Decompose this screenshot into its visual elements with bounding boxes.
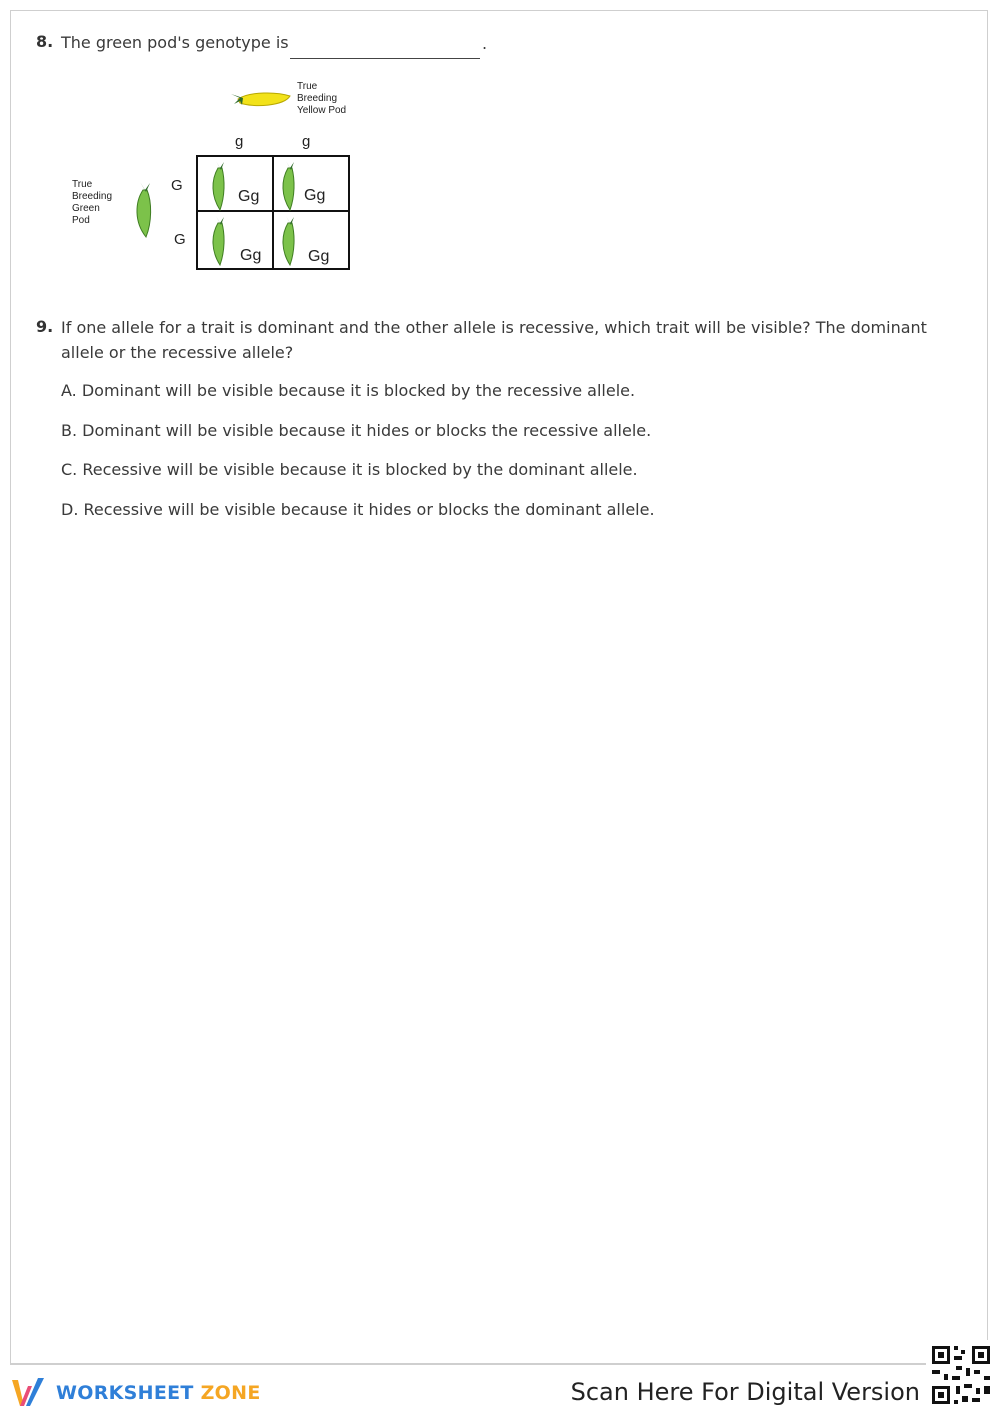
green-pod-icon — [130, 180, 158, 240]
brand-part-1: WORKSHEET — [56, 1382, 194, 1404]
green-label-line: Pod — [72, 215, 90, 226]
green-pod-label — [72, 179, 112, 227]
question-9-number: 9. — [36, 317, 54, 336]
cell-pod-icon — [278, 215, 300, 267]
side-allele-2: G — [174, 231, 186, 248]
green-label-line: Green — [72, 203, 100, 214]
top-allele-1: g — [235, 133, 244, 150]
top-allele-2: g — [302, 133, 311, 150]
option-d[interactable]: D. Recessive will be visible because it hides or blocks the dominant allele. — [61, 500, 655, 519]
side-allele-1: G — [171, 177, 183, 194]
footer-divider — [10, 1364, 988, 1365]
question-8-number: 8. — [36, 32, 54, 51]
yellow-pod-label — [297, 81, 346, 117]
option-b[interactable]: B. Dominant will be visible because it hides or blocks the recessive allele. — [61, 421, 652, 440]
brand-part-2: ZONE — [200, 1382, 261, 1404]
cell-genotype: Gg — [238, 188, 260, 205]
answer-blank[interactable] — [290, 58, 480, 59]
option-c[interactable]: C. Recessive will be visible because it is blocked by the dominant allele. — [61, 460, 638, 479]
cell-pod-icon — [278, 160, 300, 212]
scan-text: Scan Here For Digital Version — [570, 1378, 920, 1406]
question-8-text: The green pod's genotype is — [61, 33, 289, 52]
cell-pod-icon — [208, 160, 230, 212]
question-9-line-2: allele or the recessive allele? — [61, 343, 294, 362]
cell-genotype: Gg — [308, 248, 330, 265]
brand-logo — [10, 1376, 261, 1410]
option-a[interactable]: A. Dominant will be visible because it is blocked by the recessive allele. — [61, 381, 636, 400]
question-8-period: . — [482, 34, 488, 53]
worksheetzone-logo-icon — [10, 1376, 50, 1410]
yellow-label-line: Yellow Pod — [297, 105, 347, 116]
brand-name — [56, 1382, 261, 1404]
cell-genotype: Gg — [240, 247, 262, 264]
green-label-line: Breeding — [72, 191, 113, 202]
green-label-line: True — [72, 179, 93, 190]
yellow-pod-icon — [228, 86, 294, 112]
yellow-label-line: True — [297, 81, 318, 92]
cell-genotype: Gg — [304, 187, 326, 204]
question-9-line-1: If one allele for a trait is dominant and the other allele is recessive, which trait will be visible? The dominant — [61, 318, 927, 337]
qr-code-icon[interactable] — [926, 1340, 996, 1410]
yellow-label-line: Breeding — [297, 93, 338, 104]
cell-pod-icon — [208, 215, 230, 267]
